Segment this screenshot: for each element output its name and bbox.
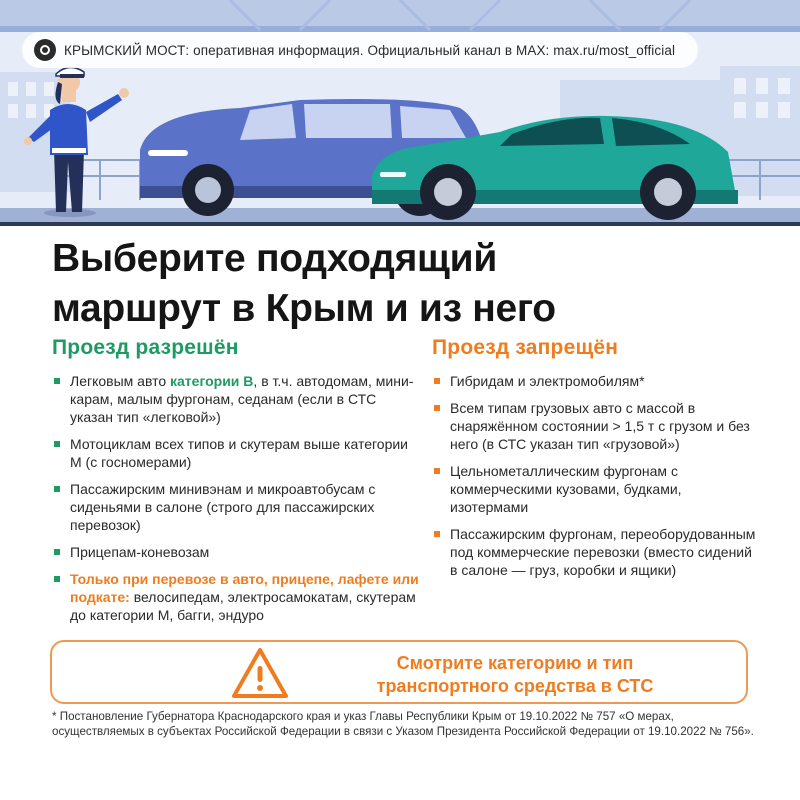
list-item: Пассажирским минивэнам и микроавтобусам с сиденьями в салоне (строго для пассажирских перевозок) <box>52 480 422 534</box>
allowed-column <box>52 336 422 633</box>
warning-line-1: Смотрите категорию и тип <box>396 653 634 673</box>
item-highlight: категории B <box>170 373 254 389</box>
footnote: * Постановление Губернатора Краснодарского края и указ Главы Республики Крым от 19.10.2022 № 757 «О мерах, осуществляемых в субъектах Российской Федерации в связи с Указом Президента Российской Федерации от 19.10.2022 № 756». <box>52 710 754 738</box>
list-item: Мотоциклам всех типов и скутерам выше категории М (с госномерами) <box>52 435 422 471</box>
list-item: Всем типам грузовых авто с массой в снаряжённом состоянии > 1,5 т с грузом и без него (в СТС указан тип «грузовой») <box>432 399 762 453</box>
forbidden-list <box>432 372 762 579</box>
title-line-2: маршрут в Крым и из него <box>52 287 556 330</box>
title-line-1: Выберите подходящий <box>52 237 497 280</box>
max-logo-icon <box>34 39 56 61</box>
list-item: Прицепам-коневозам <box>52 543 422 561</box>
list-item: Гибридам и электромобилям* <box>432 372 762 390</box>
warning-callout <box>50 640 748 704</box>
allowed-list <box>52 372 422 624</box>
page-title <box>52 234 752 334</box>
item-text: Легковым авто <box>70 373 171 389</box>
allowed-heading: Проезд разрешён <box>52 336 239 359</box>
item-text: , в т.ч. автодомам, мини-карам, малым фургонам, седанам (если в СТС указан тип «легковой») <box>70 373 414 425</box>
list-item <box>52 570 422 624</box>
channel-banner[interactable] <box>22 32 698 68</box>
forbidden-column <box>432 336 762 588</box>
warning-text <box>350 652 680 698</box>
item-highlight: Только при перевозе в авто, прицепе, лафете или подкате: <box>70 571 419 605</box>
list-item: Пассажирским фургонам, переоборудованным под коммерческие перевозки (вместо сидений в салоне — груз, коробки и ящики) <box>432 525 762 579</box>
list-item: Цельнометаллическим фургонам с коммерческими кузовами, будками, изотермами <box>432 462 762 516</box>
forbidden-heading: Проезд запрещён <box>432 336 619 359</box>
list-item <box>52 372 422 426</box>
hero-illustration <box>0 0 800 226</box>
banner-text: КРЫМСКИЙ МОСТ: оперативная информация. Официальный канал в MAX: max.ru/most_official <box>64 42 676 58</box>
warning-triangle-icon <box>230 646 290 702</box>
item-text: велосипедам, электросамокатам, скутерам до категории М, багги, эндуро <box>70 589 416 623</box>
warning-line-2: транспортного средства в СТС <box>376 676 654 696</box>
